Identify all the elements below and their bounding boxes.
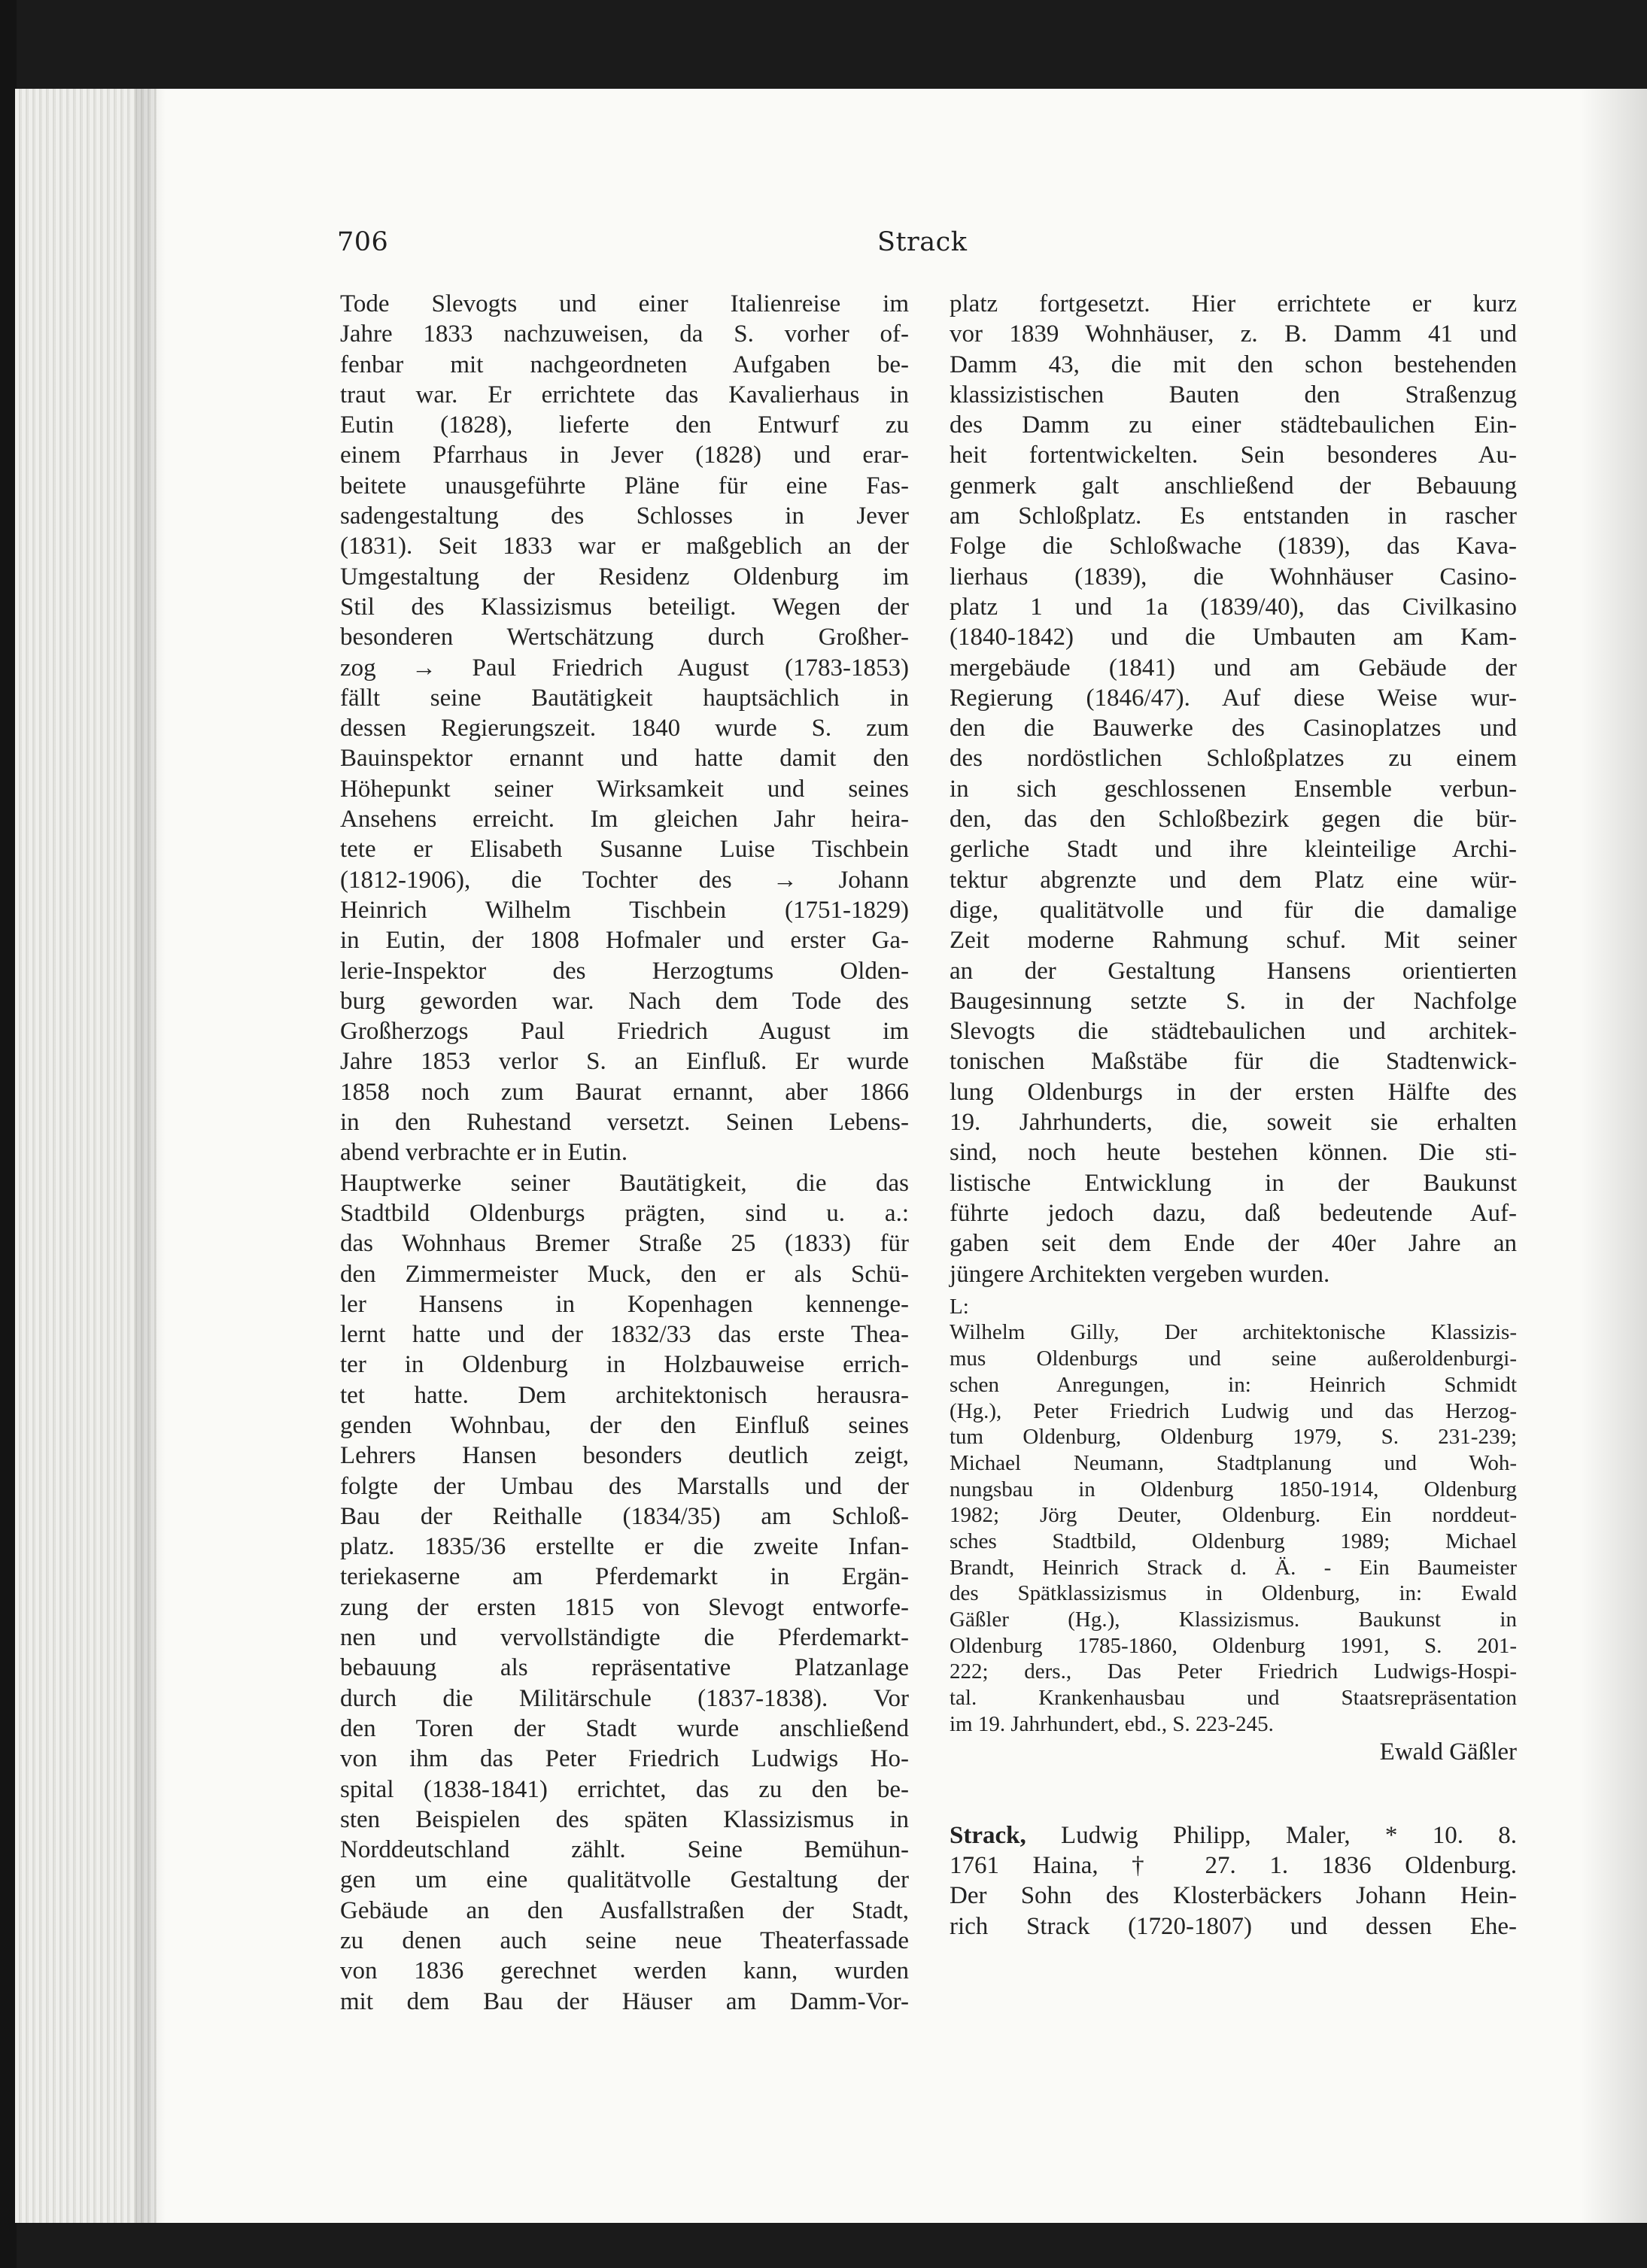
- text-line: lerie-Inspektor des Herzogtums Olden-: [340, 957, 909, 985]
- text-line: dige, qualitätvolle und für die damalige: [950, 896, 1517, 924]
- text-line: besonderen Wertschätzung durch Großher-: [340, 624, 909, 651]
- text-line: Jahre 1833 nachzuweisen, da S. vorher of-: [340, 320, 909, 348]
- text-line: Hauptwerke seiner Bautätigkeit, die das: [340, 1169, 909, 1197]
- literature-line: des Spätklassizismus in Oldenburg, in: Ewald: [950, 1581, 1517, 1606]
- book-edge-left: [0, 0, 17, 2268]
- text-line: sten Beispielen des späten Klassizismus in: [340, 1805, 909, 1833]
- literature-label: L:: [950, 1294, 969, 1319]
- gutter-shadow: [135, 89, 166, 2223]
- text-line: führte jedoch dazu, daß bedeutende Auf-: [950, 1199, 1517, 1227]
- page-number: 706: [337, 227, 389, 257]
- text-line: durch die Militärschule (1837-1838). Vor: [340, 1684, 909, 1712]
- literature-line: Gäßler (Hg.), Klassizismus. Baukunst in: [950, 1608, 1517, 1632]
- text-line: nen und vervollständigte die Pferdemarkt-: [340, 1624, 909, 1652]
- text-line: Heinrich Wilhelm Tischbein (1751-1829): [340, 896, 909, 924]
- literature-line: 1982; Jörg Deuter, Oldenburg. Ein norddeut-: [950, 1503, 1517, 1528]
- text-line: Bau der Reithalle (1834/35) am Schloß-: [340, 1502, 909, 1530]
- text-line: in den Ruhestand versetzt. Seinen Lebens-: [340, 1109, 909, 1137]
- text-line: lernt hatte und der 1832/33 das erste Thea-: [340, 1321, 909, 1349]
- text-line: listische Entwicklung in der Baukunst: [950, 1169, 1517, 1197]
- literature-line: Wilhelm Gilly, Der architektonische Klassizis-: [950, 1320, 1517, 1345]
- text-line: des Damm zu einer städtebaulichen Ein-: [950, 411, 1517, 439]
- text-line: gaben seit dem Ende der 40er Jahre an: [950, 1230, 1517, 1258]
- page-edge-shadow: [1580, 89, 1647, 2223]
- literature-line: tum Oldenburg, Oldenburg 1979, S. 231-239;: [950, 1425, 1517, 1450]
- text-line: genmerk galt anschließend der Bebauung: [950, 472, 1517, 499]
- text-line: (1840-1842) und die Umbauten am Kam-: [950, 624, 1517, 651]
- text-line: an der Gestaltung Hansens orientierten: [950, 957, 1517, 985]
- entry-headword: Strack,: [950, 1821, 1026, 1849]
- text-line: platz 1 und 1a (1839/40), das Civilkasino: [950, 593, 1517, 621]
- text-line: ter in Oldenburg in Holzbauweise errich-: [340, 1351, 909, 1379]
- text-line: dessen Regierungszeit. 1840 wurde S. zum: [340, 715, 909, 742]
- text-line: folgte der Umbau des Marstalls und der: [340, 1472, 909, 1500]
- text-line: fällt seine Bautätigkeit hauptsächlich in: [340, 684, 909, 712]
- text-line: sind, noch heute bestehen können. Die sti-: [950, 1139, 1517, 1167]
- text-line: genden Wohnbau, der den Einfluß seines: [340, 1411, 909, 1439]
- literature-line: schen Anregungen, in: Heinrich Schmidt: [950, 1372, 1517, 1397]
- text-line: einem Pfarrhaus in Jever (1828) und erar-: [340, 442, 909, 469]
- text-line: 19. Jahrhunderts, die, soweit sie erhalten: [950, 1109, 1517, 1137]
- text-line: Der Sohn des Klosterbäckers Johann Hein-: [950, 1882, 1517, 1910]
- text-line: Höhepunkt seiner Wirksamkeit und seines: [340, 775, 909, 803]
- text-line: platz. 1835/36 erstellte er die zweite Infan-: [340, 1533, 909, 1561]
- text-line: den Toren der Stadt wurde anschließend: [340, 1714, 909, 1742]
- text-line: mit dem Bau der Häuser am Damm-Vor-: [340, 1987, 909, 2015]
- text-line: in sich geschlossenen Ensemble verbun-: [950, 775, 1517, 803]
- text-line: am Schloßplatz. Es entstanden in rascher: [950, 502, 1517, 530]
- literature-line: (Hg.), Peter Friedrich Ludwig und das Herzog-: [950, 1398, 1517, 1423]
- literature-line: tal. Krankenhausbau und Staatsrepräsentation: [950, 1686, 1517, 1711]
- text-line: gen um eine qualitätvolle Gestaltung der: [340, 1866, 909, 1894]
- text-line: Lehrers Hansen besonders deutlich zeigt,: [340, 1442, 909, 1470]
- article-author: Ewald Gäßler: [1379, 1738, 1517, 1766]
- text-line: zog → Paul Friedrich August (1783-1853): [340, 654, 909, 682]
- text-line: 1761 Haina, † 27. 1. 1836 Oldenburg.: [950, 1852, 1517, 1880]
- text-line: tet hatte. Dem architektonisch herausra-: [340, 1381, 909, 1409]
- text-line: von ihm das Peter Friedrich Ludwigs Ho-: [340, 1745, 909, 1773]
- literature-section: [950, 1294, 1517, 1738]
- text-line: Umgestaltung der Residenz Oldenburg im: [340, 563, 909, 591]
- text-line: vor 1839 Wohnhäuser, z. B. Damm 41 und: [950, 320, 1517, 348]
- text-line: teriekaserne am Pferdemarkt in Ergän-: [340, 1563, 909, 1591]
- text-line: Regierung (1846/47). Auf diese Weise wur-: [950, 684, 1517, 712]
- text-line: Jahre 1853 verlor S. an Einfluß. Er wurde: [340, 1048, 909, 1076]
- text-line: Zeit moderne Rahmung schuf. Mit seiner: [950, 927, 1517, 955]
- text-line: (1812-1906), die Tochter des → Johann: [340, 866, 909, 894]
- text-line: tektur abgrenzte und dem Platz eine wür-: [950, 866, 1517, 894]
- text-line: traut war. Er errichtete das Kavalierhaus in: [340, 381, 909, 408]
- text-line: zung der ersten 1815 von Slevogt entworfe-: [340, 1593, 909, 1621]
- right-column: [950, 289, 1517, 1942]
- text-line: platz fortgesetzt. Hier errichtete er kurz: [950, 290, 1517, 317]
- text-line: Norddeutschland zählt. Seine Bemühun-: [340, 1836, 909, 1864]
- text-line: mergebäude (1841) und am Gebäude der: [950, 654, 1517, 682]
- text-line: Ansehens erreicht. Im gleichen Jahr heira-: [340, 806, 909, 833]
- text-line: Baugesinnung setzte S. in der Nachfolge: [950, 987, 1517, 1015]
- text-line: Eutin (1828), lieferte den Entwurf zu: [340, 411, 909, 439]
- literature-line: Brandt, Heinrich Strack d. Ä. - Ein Baumeister: [950, 1555, 1517, 1580]
- running-head: Strack: [877, 227, 968, 257]
- text-line: Gebäude an den Ausfallstraßen der Stadt,: [340, 1896, 909, 1924]
- text-line: spital (1838-1841) errichtet, das zu den be-: [340, 1775, 909, 1803]
- text-line: lierhaus (1839), die Wohnhäuser Casino-: [950, 563, 1517, 591]
- text-line: das Wohnhaus Bremer Straße 25 (1833) für: [340, 1230, 909, 1258]
- literature-line: mus Oldenburgs und seine außeroldenburgi-: [950, 1347, 1517, 1371]
- text-line: ler Hansens in Kopenhagen kennenge-: [340, 1290, 909, 1318]
- text-line: gerliche Stadt und ihre kleinteilige Archi-: [950, 836, 1517, 864]
- text-line: von 1836 gerechnet werden kann, wurden: [340, 1957, 909, 1985]
- text-line: sadengestaltung des Schlosses in Jever: [340, 502, 909, 530]
- text-line: klassizistischen Bauten den Straßenzug: [950, 381, 1517, 408]
- text-line: bebauung als repräsentative Platzanlage: [340, 1654, 909, 1682]
- text-line: Stadtbild Oldenburgs prägten, sind u. a.:: [340, 1199, 909, 1227]
- text-line: den die Bauwerke des Casinoplatzes und: [950, 715, 1517, 742]
- text-line: (1831). Seit 1833 war er maßgeblich an der: [340, 533, 909, 560]
- text-line: fenbar mit nachgeordneten Aufgaben be-: [340, 351, 909, 378]
- text-line: Folge die Schloßwache (1839), das Kava-: [950, 533, 1517, 560]
- literature-line: Michael Neumann, Stadtplanung und Woh-: [950, 1450, 1517, 1475]
- text-line: den Zimmermeister Muck, den er als Schü-: [340, 1260, 909, 1288]
- text-line: beitete unausgeführte Pläne für eine Fas-: [340, 472, 909, 499]
- text-line: rich Strack (1720-1807) und dessen Ehe-: [950, 1912, 1517, 1940]
- text-line: tonischen Maßstäbe für die Stadtenwick-: [950, 1048, 1517, 1076]
- text-line: Slevogts die städtebaulichen und architek-: [950, 1018, 1517, 1046]
- literature-line: im 19. Jahrhundert, ebd., S. 223-245.: [950, 1711, 1274, 1736]
- text-line: Tode Slevogts und einer Italienreise im: [340, 290, 909, 317]
- text-line: 1858 noch zum Baurat ernannt, aber 1866: [340, 1078, 909, 1106]
- text-line: in Eutin, der 1808 Hofmaler und erster Ga-: [340, 927, 909, 955]
- literature-line: 222; ders., Das Peter Friedrich Ludwigs-Hospi-: [950, 1659, 1517, 1684]
- text-line: tete er Elisabeth Susanne Luise Tischbein: [340, 836, 909, 864]
- literature-line: Oldenburg 1785-1860, Oldenburg 1991, S. 201-: [950, 1633, 1517, 1658]
- left-column: [340, 289, 909, 2017]
- next-entry-first-line: [950, 1820, 1517, 1851]
- text-line: lung Oldenburgs in der ersten Hälfte des: [950, 1078, 1517, 1106]
- literature-line: nungsbau in Oldenburg 1850-1914, Oldenburg: [950, 1477, 1517, 1501]
- text-line: abend verbrachte er in Eutin.: [340, 1139, 628, 1167]
- text-line: jüngere Architekten vergeben wurden.: [950, 1260, 1330, 1288]
- text-line: zu denen auch seine neue Theaterfassade: [340, 1927, 909, 1955]
- entry-intro: Ludwig Philipp, Maler, * 10. 8.: [1026, 1821, 1517, 1849]
- text-line: Damm 43, die mit den schon bestehenden: [950, 351, 1517, 378]
- entry-separator: [950, 1768, 1517, 1820]
- text-line: Stil des Klassizismus beteiligt. Wegen der: [340, 593, 909, 621]
- text-line: Bauinspektor ernannt und hatte damit den: [340, 745, 909, 773]
- literature-line: sches Stadtbild, Oldenburg 1989; Michael: [950, 1529, 1517, 1553]
- text-line: Großherzogs Paul Friedrich August im: [340, 1018, 909, 1046]
- text-line: heit fortentwickelten. Sein besonderes Au-: [950, 442, 1517, 469]
- text-line: den, das den Schloßbezirk gegen die bür-: [950, 806, 1517, 833]
- text-line: des nordöstlichen Schloßplatzes zu einem: [950, 745, 1517, 773]
- text-line: burg geworden war. Nach dem Tode des: [340, 987, 909, 1015]
